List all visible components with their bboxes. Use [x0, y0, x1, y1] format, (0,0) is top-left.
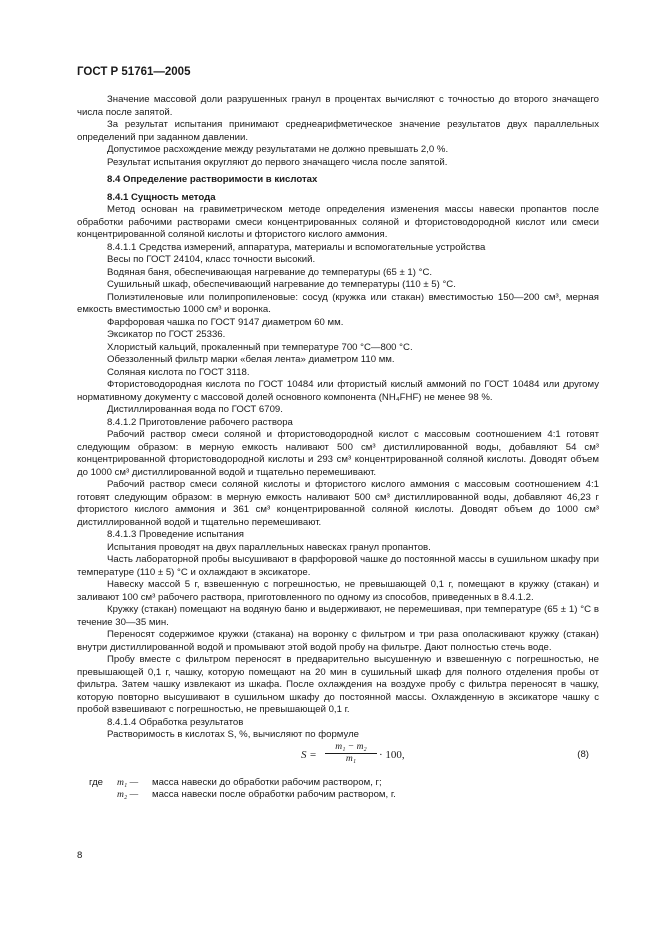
paragraph: Результат испытания округляют до первого значащего числа после запятой. [107, 156, 448, 168]
paragraph: Водяная баня, обеспечивающая нагревание до температуры (65 ± 1) °С. [107, 266, 433, 278]
legend-symbol: m₂ — [117, 789, 139, 800]
paragraph: Допустимое расхождение между результатами не должно превышать 2,0 %. [107, 144, 449, 155]
paragraph: Соляная кислота по ГОСТ 3118. [107, 366, 250, 378]
paragraph: Сушильный шкаф, обеспечивающий нагревание до температуры (110 ± 5) °С. [107, 279, 456, 290]
paragraph: Навеску массой 5 г, взвешенную с погрешностью, не превышающей 0,1 г, помещают в кружку (стакан) и заливают 100 см³ рабочего раствора, приготовленного по одному из способов, приведенных в 8.4.1.2. [77, 579, 599, 603]
paragraph: 8.4.1.2 Приготовление рабочего раствора [107, 416, 293, 428]
formula-denominator: m₁ [345, 753, 357, 764]
paragraph: Кружку (стакан) помещают на водяную баню и выдерживают, не перемешивая, при температуре (65 ± 1) °С в течение 30—35 мин. [77, 604, 599, 628]
formula-8 [77, 742, 599, 775]
paragraph-list [77, 94, 599, 742]
paragraph: Метод основан на гравиметрическом методе определения изменения массы навески пропантов после обработки рабочими растворами смеси концентрированных соляной и фтористоводородной кислот или смеси концентрированной соляной кислоты и фтористого кислого аммония. [77, 204, 599, 240]
page-number: 8 [77, 850, 83, 861]
paragraph: Эксикатор по ГОСТ 25336. [107, 329, 226, 340]
legend-where [77, 789, 117, 802]
paragraph: Часть лабораторной пробы высушивают в фарфоровой чашке до постоянной массы в сушильном шкафу при температуре (110 ± 5) °С и охлаждают в эксикаторе. [77, 554, 599, 578]
paragraph: Дистиллированная вода по ГОСТ 6709. [107, 404, 283, 415]
document-body [77, 94, 599, 802]
paragraph: Фтористоводородная кислота по ГОСТ 10484 или фтористый кислый аммоний по ГОСТ 10484 или другому нормативному документу с массовой долей основного компонента (NH₄FHF) не менее 98 %. [77, 379, 599, 403]
paragraph: Рабочий раствор смеси соляной кислоты и фтористого кислого аммония с массовым соотношением 4:1 готовят следующим образом: в мерную емкость наливают 500 см³ дистиллированной воды, добавляют 46,23 г фтористого кислого аммония и 361 см³ концентрированной соляной кислоты. Доводят объем до 1000 см³ дистиллированной водой и тщательно перемешивают. [77, 479, 599, 528]
section-heading: 8.4.1 Сущность метода [107, 191, 216, 203]
paragraph: Пробу вместе с фильтром переносят в предварительно высушенную и взвешенную с погрешностью, не превышающей 0,1 г, чашку, которую помещают на 20 мин в сушильный шкаф для полного отделения пробы от фильтра. Затем чашку извлекают из шкафа. После охлаждения на воздухе пробу с фильтра переносят в чашку, которую повторно высушивают в сушильном шкафу до постоянной массы. Охлажденную в эксикаторе чашку с пробой взвешивают с погрешностью, не превышающей 0,1 г. [77, 654, 599, 715]
paragraph: Переносят содержимое кружки (стакана) на воронку с фильтром и три раза ополаскивают кружку (стакан) внутри дистиллированной водой и промывают этой водой пробу на фильтре. Дают полностью стечь воде. [77, 629, 599, 653]
legend-description: масса навески до обработки рабочим раствором, г; [152, 776, 382, 788]
formula-numerator: m₁ − m₂ [325, 742, 377, 754]
paragraph: Фарфоровая чашка по ГОСТ 9147 диаметром 60 мм. [107, 316, 344, 328]
legend-row [77, 789, 599, 802]
section-heading: 8.4 Определение растворимости в кислотах [107, 174, 318, 185]
paragraph: 8.4.1.4 Обработка результатов [107, 716, 244, 728]
paragraph: Полиэтиленовые или полипропиленовые: сосуд (кружка или стакан) вместимостью 150—200 см³, мерная емкость вместимостью 1000 см³ и воронка. [77, 291, 599, 315]
paragraph: Хлористый кальций, прокаленный при температуре 700 °С—800 °С. [107, 341, 413, 353]
legend-row [77, 777, 599, 790]
legend-description: масса навески после обработки рабочим раствором, г. [152, 789, 396, 800]
legend-where: где [89, 776, 104, 788]
formula-lhs: S = [301, 748, 317, 761]
formula-number: (8) [577, 748, 589, 760]
formula-multiplier: · 100, [379, 748, 405, 761]
formula-fraction [325, 742, 377, 764]
paragraph: Весы по ГОСТ 24104, класс точности высокий. [107, 254, 316, 265]
paragraph: Обеззоленный фильтр марки «белая лента» диаметром 110 мм. [107, 354, 395, 365]
legend-symbol: m₁ — [117, 776, 139, 788]
paragraph: 8.4.1.1 Средства измерений, аппаратура, материалы и вспомогательные устройства [107, 241, 486, 253]
paragraph: Испытания проводят на двух параллельных навесках гранул пропантов. [107, 541, 431, 553]
page-header-standard: ГОСТ Р 51761—2005 [77, 66, 191, 78]
paragraph: За результат испытания принимают среднеарифметическое значение результатов двух параллельных определений при заданном давлении. [77, 119, 599, 143]
formula-legend [77, 777, 599, 802]
paragraph: 8.4.1.3 Проведение испытания [107, 529, 244, 540]
paragraph: Растворимость в кислотах S, %, вычисляют по формуле [107, 729, 359, 740]
paragraph: Рабочий раствор смеси соляной и фтористоводородной кислот с массовым соотношением 4:1 готовят следующим образом: в мерную емкость наливают 500 см³ дистиллированной воды, добавляют 54 см³ концентрированной фтористоводородной кислоты и 293 см³ концентрированной соляной кислоты. Доводят объем до 1000 см³ дистиллированной водой и тщательно перемешивают. [77, 429, 599, 478]
paragraph: Значение массовой доли разрушенных гранул в процентах вычисляют с точностью до второго значащего числа после запятой. [77, 94, 599, 118]
